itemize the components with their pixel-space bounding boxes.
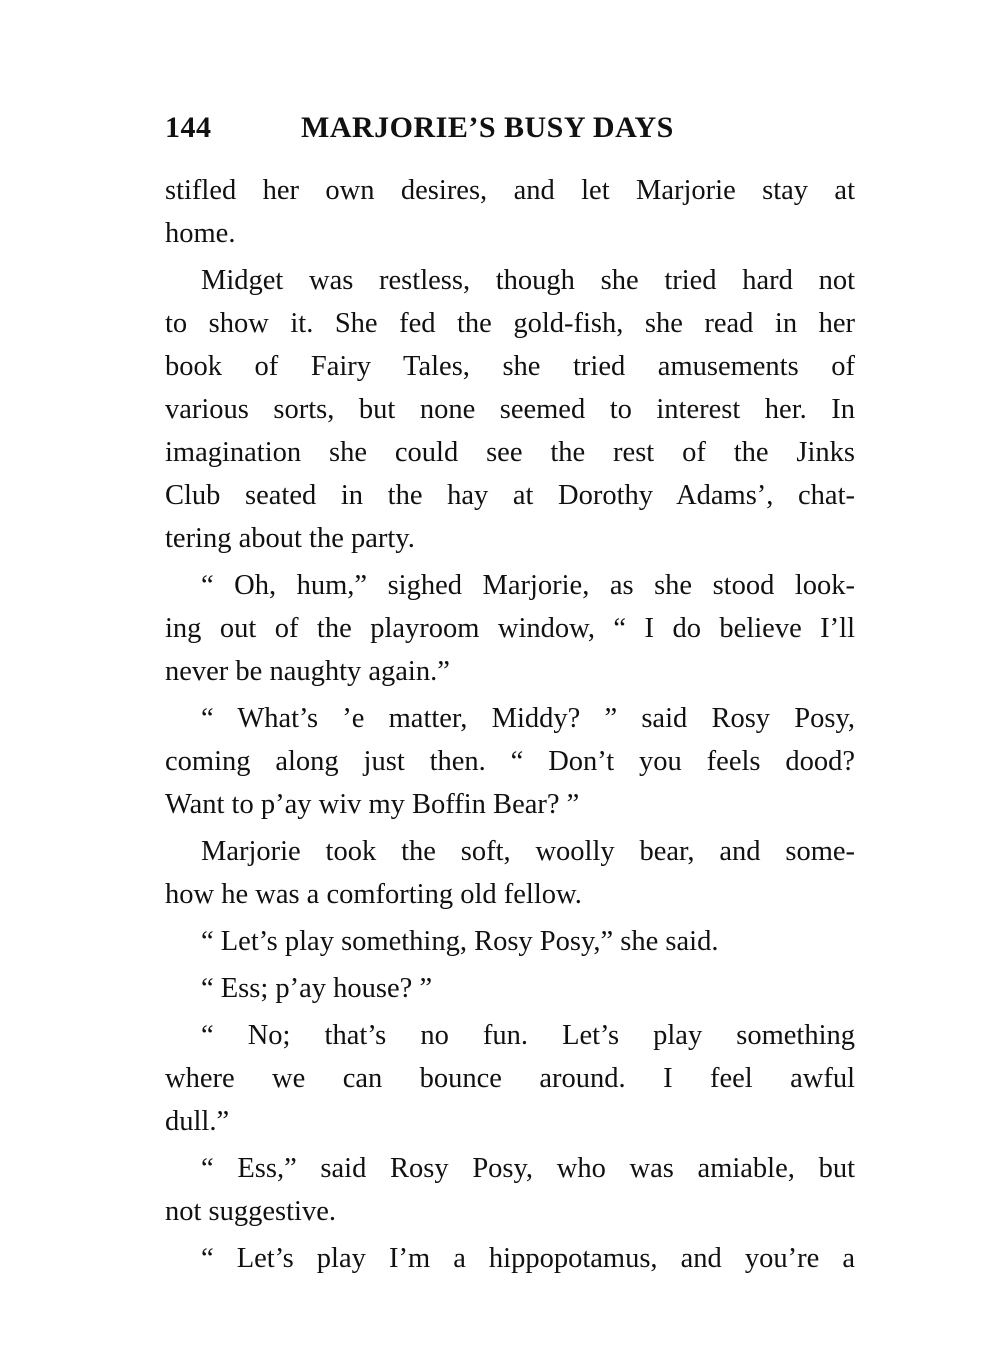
text-line: tering about the party. [165, 523, 415, 554]
text-line: where we can bounce around. I feel awful [165, 1063, 855, 1094]
text-line: coming along just then. “ Don’t you feels dood? [165, 746, 855, 777]
paragraph [165, 1237, 855, 1280]
text-line: how he was a comforting old fellow. [165, 879, 582, 910]
text-line: Club seated in the hay at Dorothy Adams’, chat- [165, 480, 855, 511]
text-line: “ What’s ’e matter, Middy? ” said Rosy Posy, [201, 703, 855, 734]
text-line: “ Let’s play something, Rosy Posy,” she said. [201, 926, 719, 957]
paragraph [165, 697, 855, 826]
text-line: “ Let’s play I’m a hippopotamus, and you’re a [201, 1243, 855, 1274]
text-line: not suggestive. [165, 1196, 336, 1227]
text-line: various sorts, but none seemed to interest her. In [165, 394, 855, 425]
book-page [165, 108, 855, 1280]
paragraph [165, 1147, 855, 1233]
text-line: book of Fairy Tales, she tried amusements of [165, 351, 855, 382]
text-line: stifled her own desires, and let Marjorie stay at [165, 175, 855, 206]
book-title: MARJORIE’S BUSY DAYS [301, 111, 674, 144]
text-line: imagination she could see the rest of the Jinks [165, 437, 855, 468]
body-text [165, 169, 855, 1280]
paragraph [165, 259, 855, 560]
paragraph [165, 967, 855, 1010]
running-head [165, 108, 855, 148]
text-line: Marjorie took the soft, woolly bear, and some- [201, 836, 855, 867]
text-line: to show it. She fed the gold-fish, she read in her [165, 308, 855, 339]
page-number: 144 [165, 111, 212, 144]
paragraph [165, 564, 855, 693]
paragraph [165, 1014, 855, 1143]
text-line: “ Ess,” said Rosy Posy, who was amiable, but [201, 1153, 855, 1184]
text-line: ing out of the playroom window, “ I do believe I’ll [165, 613, 855, 644]
paragraph [165, 169, 855, 255]
paragraph [165, 920, 855, 963]
paragraph [165, 830, 855, 916]
text-line: never be naughty again.” [165, 656, 450, 687]
text-line: dull.” [165, 1106, 230, 1137]
text-line: “ Oh, hum,” sighed Marjorie, as she stood look- [201, 570, 855, 601]
text-line: “ Ess; p’ay house? ” [201, 973, 433, 1004]
text-line: Want to p’ay wiv my Boffin Bear? ” [165, 789, 580, 820]
text-line: “ No; that’s no fun. Let’s play something [201, 1020, 855, 1051]
text-line: home. [165, 218, 236, 249]
text-line: Midget was restless, though she tried hard not [201, 265, 855, 296]
